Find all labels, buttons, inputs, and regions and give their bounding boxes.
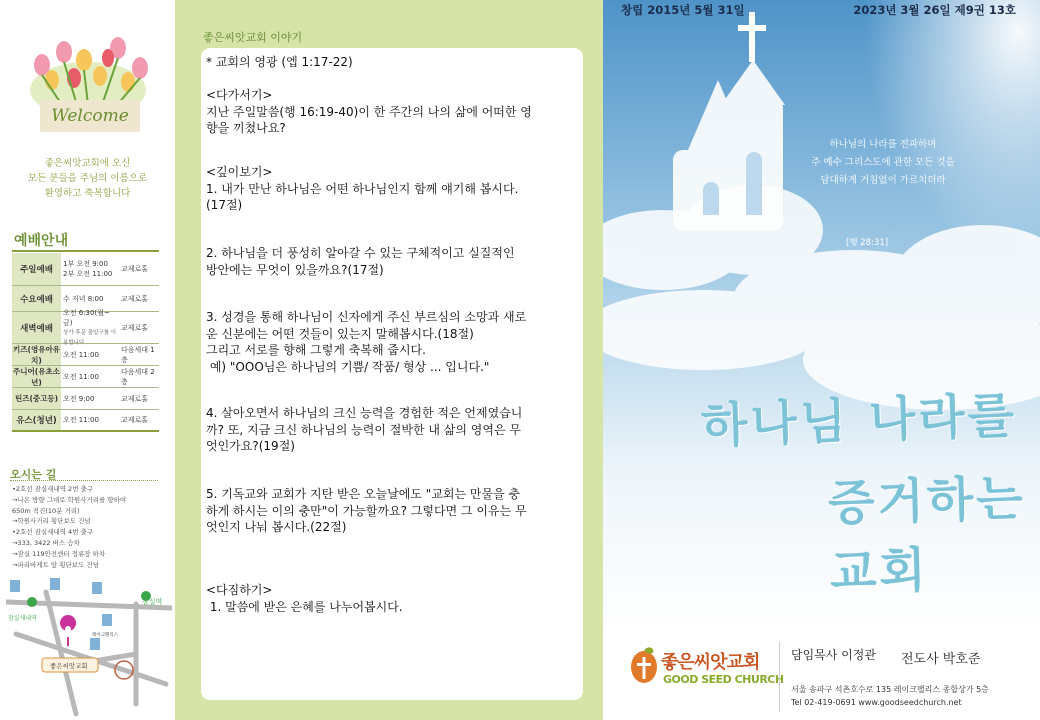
welcome-message	[0, 156, 175, 201]
study-section	[206, 87, 578, 137]
study-section	[206, 582, 578, 615]
cover-title-line-2: 증거하는 교회	[827, 470, 1027, 601]
study-content-box	[201, 48, 583, 700]
worship-place: 교제로홀	[121, 416, 149, 424]
worship-row	[12, 366, 159, 388]
worship-time: 오전 9:00	[63, 394, 95, 403]
verse-line: 주 예수 그리스도에 관한 모든 것을	[811, 157, 955, 168]
worship-place: 교제로홀	[121, 323, 149, 332]
study-line: 5. 기독교와 교회가 지탄 받은 오늘날에도 "교회는 만물을 충	[206, 487, 521, 501]
worship-note: 상가 후문 출입구를 이용합니다	[63, 329, 117, 346]
worship-place: 교제로홀	[121, 265, 149, 273]
direction-item: •2호선 잠실새내역 4번 출구	[12, 528, 94, 537]
welcome-sign: Welcome	[40, 100, 140, 132]
subway-icon	[27, 597, 37, 607]
map-station-label: 잠실역	[142, 598, 163, 606]
directions-title: 오시는 길	[10, 468, 57, 481]
middle-panel	[175, 0, 603, 720]
study-section	[206, 164, 578, 214]
study-line: 1. 말씀에 받은 은혜를 나누어봅시다.	[206, 599, 403, 614]
location-map	[6, 574, 172, 718]
worship-time	[61, 306, 119, 350]
study-line: <깊이보기>	[206, 165, 273, 179]
church-logo-name: 좋은씨앗교회	[661, 652, 760, 673]
study-line: 향을 끼쳤나요?	[206, 121, 286, 135]
worship-name: 수요예배	[12, 286, 61, 311]
study-line: 방안에는 무엇이 있을까요?(17절)	[206, 262, 384, 277]
map-station-label: 잠실새내역	[8, 615, 37, 622]
map-apt-label: 레이크팰리스	[92, 633, 119, 638]
study-line: (17절)	[206, 198, 243, 212]
direction-item: 650m 직진(10분 거리)	[12, 506, 80, 515]
study-heading: * 교회의 영광 (엡 1:17-22)	[206, 55, 353, 69]
theme-verse	[793, 136, 973, 190]
worship-time-1: 오전 6:30(월~금)	[63, 308, 110, 327]
study-section	[206, 486, 578, 536]
study-line: 4. 살아오면서 하나님의 크신 능력을 경험한 적은 언제였습니	[206, 406, 523, 420]
study-line: 하게 하시는 이의 충만"이 가능할까요? 그렇다면 그 이유는 무	[206, 503, 527, 518]
welcome-line: 모든 분들을 주님의 이름으로	[27, 173, 148, 184]
study-section	[206, 245, 578, 278]
founding-date: 창립 2015년 5월 31일	[621, 3, 745, 17]
study-section	[206, 309, 578, 375]
cover-footer	[603, 632, 1040, 720]
left-panel	[0, 0, 175, 720]
directions-list	[12, 484, 172, 570]
study-line: 운 신분에는 어떤 것들이 있는지 말해봅시다.(18절)	[206, 326, 474, 341]
worship-time-2: 2부 오전 11:00	[63, 270, 113, 278]
study-line: 3. 성경을 통해 하나님이 신자에게 주신 부르심의 소망과 새로	[206, 310, 527, 324]
direction-item: →파리바게트 앞 횡단보도 건넘	[12, 560, 99, 569]
contact-line: Tel 02-419-0691 www.goodseedchurch.net	[791, 698, 962, 707]
welcome-line: 환영하고 축복합니다	[44, 188, 131, 199]
evangelist: 전도사 박호준	[901, 652, 981, 667]
worship-guide-title: 예배안내	[14, 233, 69, 249]
worship-time	[61, 257, 119, 281]
worship-place: 교제로홀	[121, 294, 149, 303]
study-line: 예) "OOO님은 하나님의 기쁨/ 작품/ 형상 ... 입니다."	[206, 359, 490, 374]
study-line: 그리고 서로를 향해 그렇게 축복해 줍시다.	[206, 343, 426, 357]
welcome-line: 좋은씨앗교회에 오신	[44, 158, 131, 169]
issue-date: 2023년 3월 26일 제9권 13호	[853, 3, 1016, 17]
worship-row	[12, 308, 159, 346]
study-line: 엇인가요?(19절)	[206, 439, 295, 453]
worship-table	[12, 253, 159, 432]
senior-pastor: 담임목사 이정관	[791, 648, 876, 662]
worship-name: 새벽예배	[12, 312, 61, 343]
study-line: 까? 또, 지금 크신 하나님의 능력이 절박한 내 삶의 영역은 무	[206, 422, 521, 437]
worship-row	[12, 410, 159, 432]
worship-name: 주니어(유초소년)	[13, 366, 60, 387]
study-line: 지난 주일말씀(행 16:19-40)이 한 주간의 나의 삶에 어떠한 영	[206, 104, 532, 119]
worship-time: 오전 11:00	[63, 350, 99, 359]
verse-line: 하나님의 나라를 전파하며	[829, 139, 937, 150]
worship-name: 유스(청년)	[12, 410, 61, 430]
verse-line: 담대하게 거침없이 가르치더라	[820, 175, 946, 186]
direction-item: →나온 방향 그대로 학원사거리를 향하여	[12, 495, 127, 504]
worship-time: 오전 11:00	[63, 416, 99, 424]
worship-name: 주일예배	[12, 253, 61, 285]
cover-title-line-1: 하나님 나라를	[700, 387, 1018, 455]
church-logo-english: GOOD SEED CHURCH	[663, 673, 784, 686]
study-line: 1. 내가 만난 하나님은 어떤 하나님인지 함께 얘기해 봅시다.	[206, 181, 519, 196]
map-church-label: 좋은씨앗교회	[50, 662, 88, 670]
worship-place: 다음세대 2층	[121, 367, 155, 386]
worship-time: 오전 11:00	[63, 372, 99, 381]
direction-item: •2호선 잠실새내역 2번 출구	[12, 485, 94, 493]
study-line: <다짐하기>	[206, 583, 273, 597]
divider	[10, 480, 158, 481]
worship-time-1: 1부 오전 9:00	[63, 260, 108, 268]
right-panel-cover	[603, 0, 1040, 720]
worship-time: 수 저녁 8:00	[63, 294, 104, 303]
study-line: 엇인지 나눠 봅시다.(22절)	[206, 520, 347, 534]
study-line: 2. 하나님을 더 풍성히 알아갈 수 있는 구체적이고 실질적인	[206, 246, 515, 260]
direction-item: →333, 3422 버스 승차	[12, 538, 80, 547]
worship-name: 틴즈(중고등)	[12, 388, 61, 409]
divider	[779, 642, 780, 712]
verse-reference: [행 28:31]	[846, 238, 889, 248]
worship-place: 다음세대 1층	[121, 345, 155, 364]
address-line: 서울 송파구 석촌호수로 135 레이크팰리스 종합상가 5층	[791, 685, 989, 694]
church-address	[791, 683, 989, 709]
direction-item: →잠실 119안전센터 정류장 하차	[12, 549, 106, 558]
study-section	[206, 405, 578, 455]
divider	[12, 250, 159, 252]
section-title: 좋은씨앗교회 이야기	[203, 31, 303, 44]
worship-place: 교제로홀	[121, 394, 149, 403]
worship-row	[12, 253, 159, 286]
worship-row	[12, 388, 159, 410]
seed-logo-icon	[629, 645, 659, 685]
worship-row	[12, 344, 159, 366]
direction-item: →학원사거리 횡단보도 건넘	[12, 517, 91, 526]
worship-name: 키즈(영유아유치)	[13, 344, 60, 365]
study-line: <다가서기>	[206, 88, 273, 102]
